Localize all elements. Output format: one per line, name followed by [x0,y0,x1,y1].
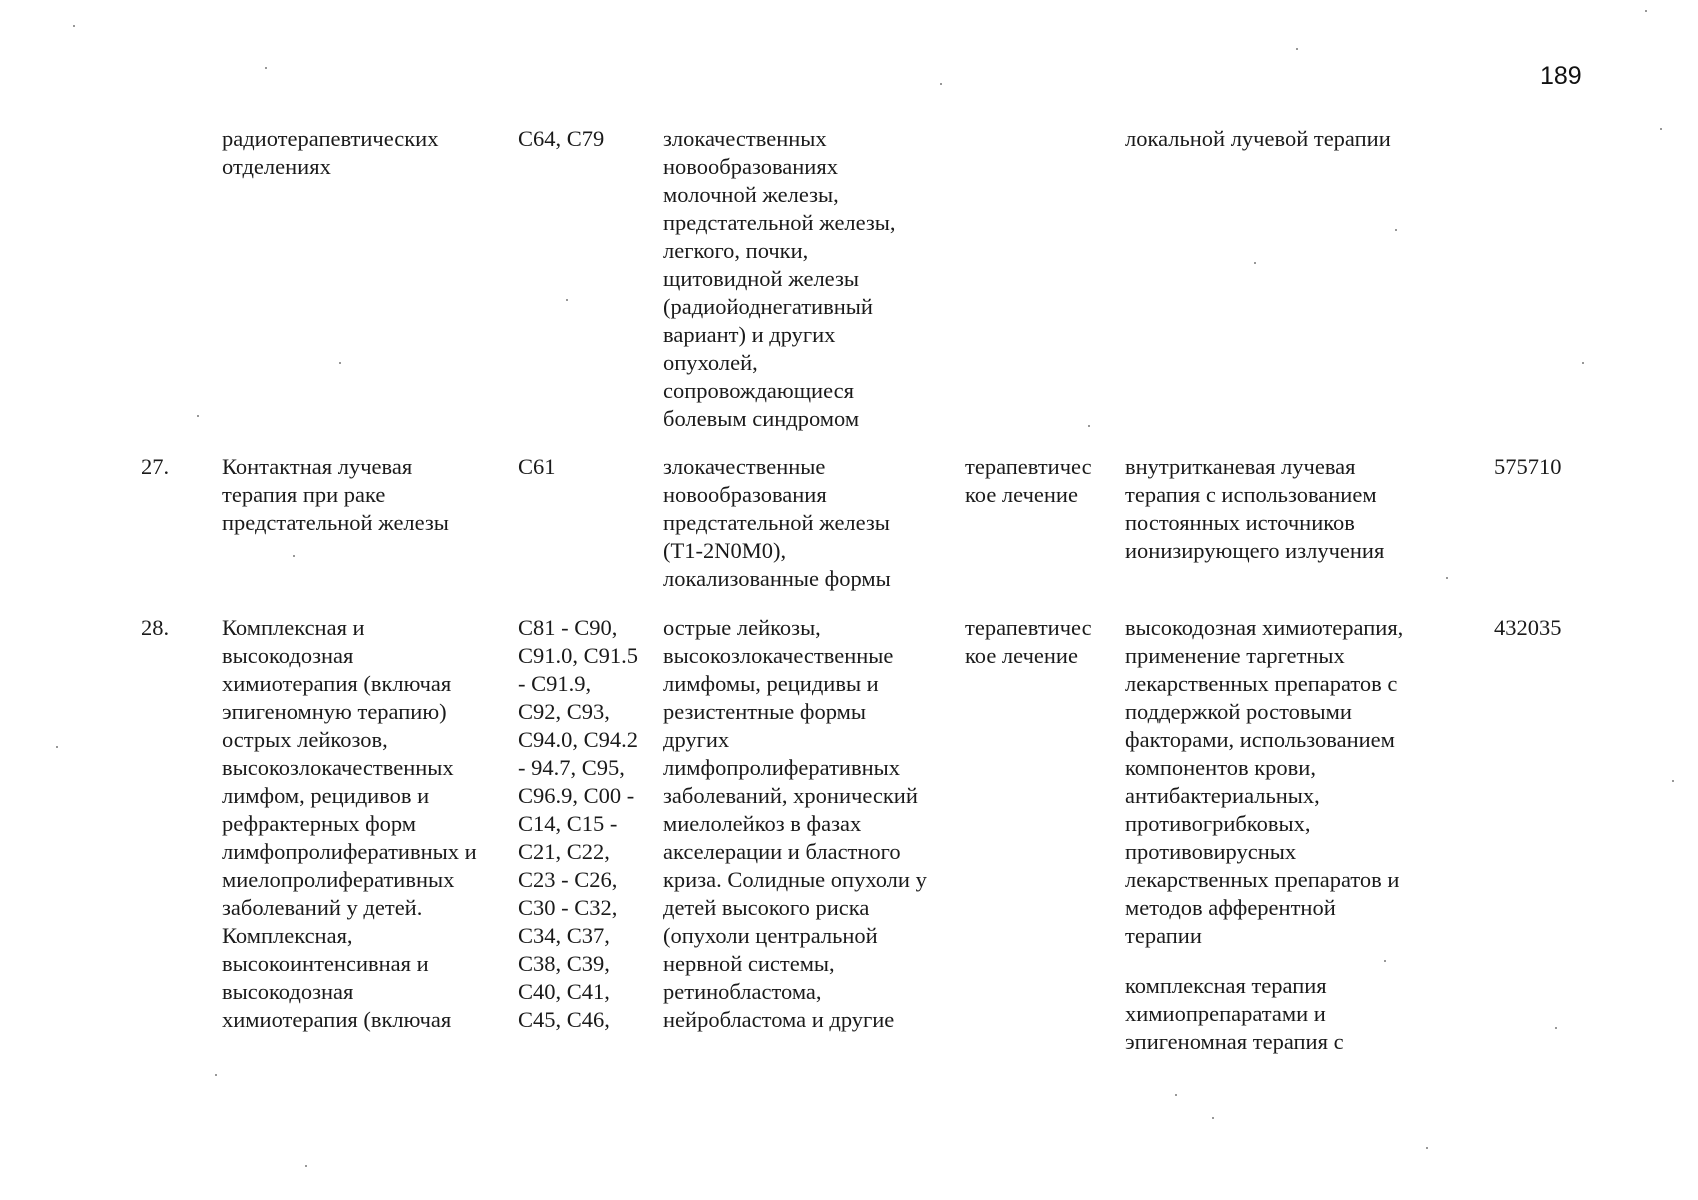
row-27-number: 27. [141,454,170,479]
row-27-treatment-type-cell: терапевтичес кое лечение [965,454,1092,507]
scan-speck [215,1074,217,1076]
row-28-treatment-type-cell: терапевтичес кое лечение [965,615,1092,668]
scan-speck [1296,48,1298,50]
continuation-model-cell: злокачественных новообразованиях молочной железы, предстательной железы, легкого, почки, щитовидной железы (радиойоднегативный вариант) и других опухолей, сопровождающиеся болевым синдромом [663,126,896,431]
continuation-name-cell: радиотерапевтических отделениях [222,126,439,179]
scan-speck [1555,1027,1557,1029]
row-28-name-cell: Комплексная и высокодозная химиотерапия (включая эпигеномную терапию) острых лейкозов, высокозлокачественных лимфом, рецидивов и рефрактерных форм лимфопролиферативных и миелопролиферативных заболеваний у детей. Комплексная, высокоинтенсивная и высокодозная химиотерапия (включая [222,615,477,1032]
scan-speck [1672,780,1674,782]
scan-speck [265,67,267,69]
scan-speck [1645,10,1647,12]
scan-speck [1582,362,1584,364]
scan-speck [56,746,58,748]
scan-speck [197,415,199,417]
scan-speck [293,555,295,557]
scan-speck [305,1165,307,1167]
scan-speck [1426,1147,1428,1149]
row-28-model-cell: острые лейкозы, высокозлокачественные лимфомы, рецидивы и резистентные формы других лимфопролиферативных заболеваний, хронический миелолейкоз в фазах акселерации и бластного криза. Солидные опухоли у детей высокого риска (опухоли центральной нервной системы, ретинобластома, нейробластома и другие [663,615,927,1032]
scan-speck [1254,262,1256,264]
row-27-method-cell: внутритканевая лучевая терапия с использованием постоянных источников ионизирующего излучения [1125,454,1385,563]
continuation-codes-cell: C64, C79 [518,126,605,151]
row-28-codes-cell: C81 - C90, C91.0, C91.5 - C91.9, C92, C93, C94.0, C94.2 - 94.7, C95, C96.9, C00 - C14, C15 - C21, C22, C23 - C26, C30 - C32, C34, C37, C38, C39, C40, C41, C45, C46, [518,615,639,1032]
scan-speck [1175,1094,1177,1096]
row-28-method-2-cell: комплексная терапия химиопрепаратами и эпигеномная терапия с [1125,973,1344,1054]
scan-speck [940,83,942,85]
scan-speck [1088,425,1090,427]
scan-speck [1660,128,1662,130]
row-28-method-cell: высокодозная химиотерапия, применение таргетных лекарственных препаратов с поддержкой ростовыми факторами, использованием компонентов крови, антибактериальных, противогрибковых, противовирусных лекарственных препаратов и методов афферентной терапии [1125,615,1404,948]
row-27-codes-cell: C61 [518,454,556,479]
scan-speck [1384,960,1386,962]
row-28-number: 28. [141,615,170,640]
row-27-cost-cell: 575710 [1494,454,1562,479]
scan-speck [1446,577,1448,579]
page-number: 189 [1540,62,1582,90]
continuation-method-cell: локальной лучевой терапии [1125,126,1391,151]
scan-speck [1212,1117,1214,1119]
scan-speck [566,299,568,301]
row-27-name-cell: Контактная лучевая терапия при раке предстательной железы [222,454,449,535]
scan-speck [1395,229,1397,231]
row-27-model-cell: злокачественные новообразования предстательной железы (T1-2N0M0), локализованные формы [663,454,891,591]
scan-speck [73,25,75,27]
scan-speck [339,362,341,364]
row-28-cost-cell: 432035 [1494,615,1562,640]
